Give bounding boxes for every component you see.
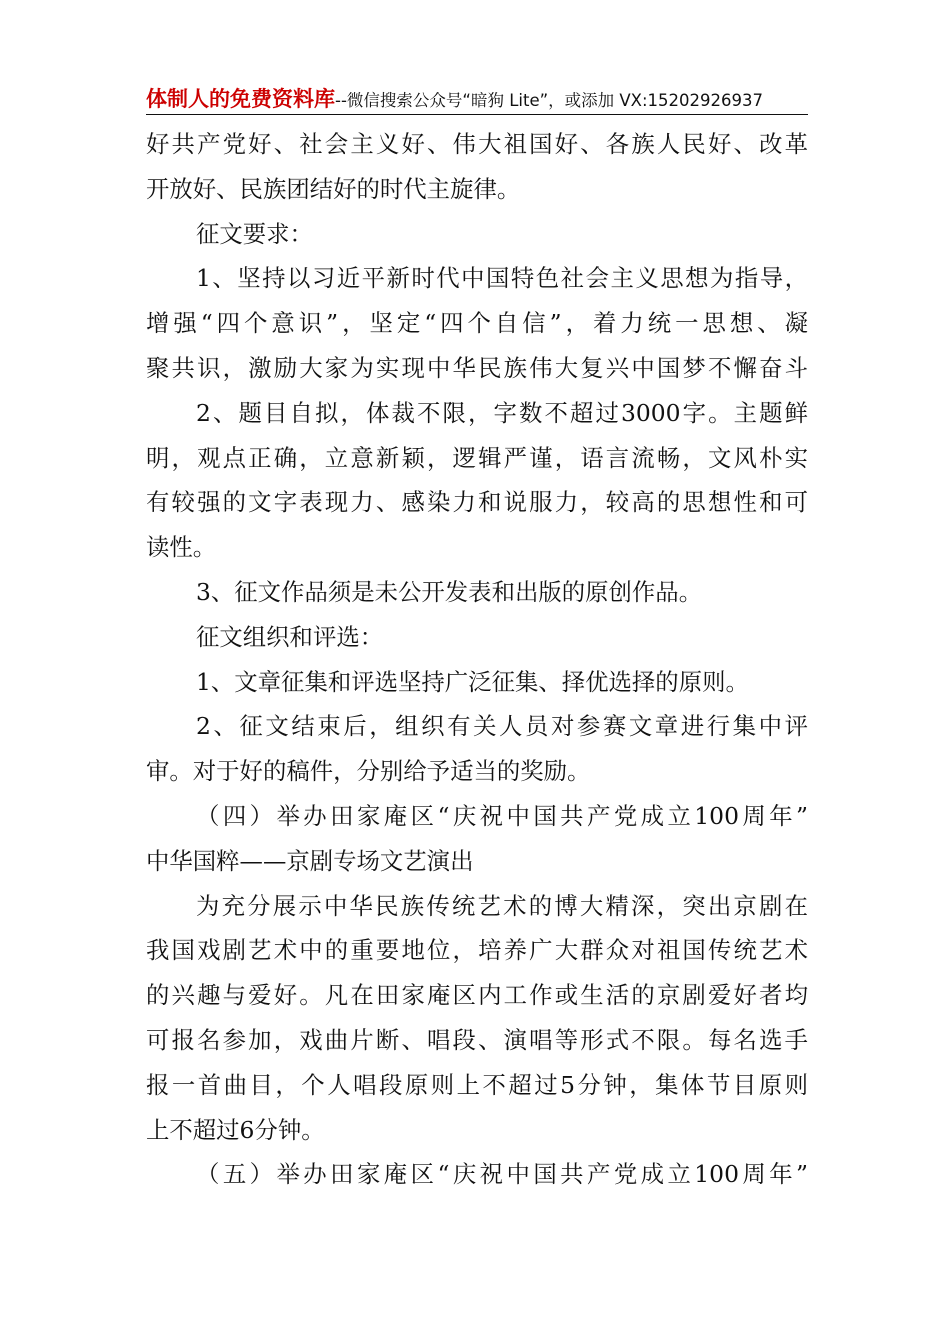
text-line: 征文组织和评选：	[196, 622, 384, 651]
text-line: 中华国粹——京剧专场文艺演出	[146, 846, 474, 875]
text-line: 好共产党好、社会主义好、伟大祖国好、各族人民好、改革	[146, 130, 808, 158]
text-line: 2、征文结束后，组织有关人员对参赛文章进行集中评	[196, 712, 808, 741]
header-contact: --微信搜索公众号“暗狗 Lite”，或添加 VX:15202926937	[335, 91, 764, 110]
text-line: 上不超过6分钟。	[146, 1115, 325, 1144]
text-line: 聚共识，激励大家为实现中华民族伟大复兴中国梦不懈奋斗	[146, 353, 808, 382]
text-line: 有较强的文字表现力、感染力和说服力，较高的思想性和可	[146, 488, 808, 517]
text-line: 1、坚持以习近平新时代中国特色社会主义思想为指导，	[196, 264, 808, 293]
page-header	[146, 84, 806, 114]
text-line: 的兴趣与爱好。凡在田家庵区内工作或生活的京剧爱好者均	[146, 981, 808, 1010]
text-line: 审。对于好的稿件，分别给予适当的奖励。	[146, 757, 591, 786]
text-line: 1、文章征集和评选坚持广泛征集、择优选择的原则。	[196, 667, 749, 696]
header-brand: 体制人的免费资料库	[146, 87, 335, 111]
document-body	[146, 122, 808, 1197]
text-line: 增强“四个意识”，坚定“四个自信”，着力统一思想、凝	[146, 309, 808, 338]
text-line: （四）举办田家庵区“庆祝中国共产党成立100周年”	[196, 801, 808, 830]
text-line: 明，观点正确，立意新颖，逻辑严谨，语言流畅，文风朴实	[146, 443, 808, 472]
text-line: 3、征文作品须是未公开发表和出版的原创作品。	[196, 577, 703, 606]
text-line: 征文要求：	[196, 219, 313, 248]
text-line: 2、题目自拟，体裁不限，字数不超过3000字。主题鲜	[196, 398, 808, 427]
text-line: 为充分展示中华民族传统艺术的博大精深，突出京剧在	[196, 891, 808, 920]
text-line: 可报名参加，戏曲片断、唱段、演唱等形式不限。每名选手	[146, 1025, 808, 1054]
text-line: 报一首曲目，个人唱段原则上不超过5分钟，集体节目原则	[146, 1070, 808, 1099]
text-line: 我国戏剧艺术中的重要地位，培养广大群众对祖国传统艺术	[146, 936, 808, 965]
header-divider	[146, 114, 808, 115]
text-line: 开放好、民族团结好的时代主旋律。	[146, 174, 521, 203]
text-line: 读性。	[146, 533, 217, 562]
text-line: （五）举办田家庵区“庆祝中国共产党成立100周年”	[196, 1160, 808, 1189]
